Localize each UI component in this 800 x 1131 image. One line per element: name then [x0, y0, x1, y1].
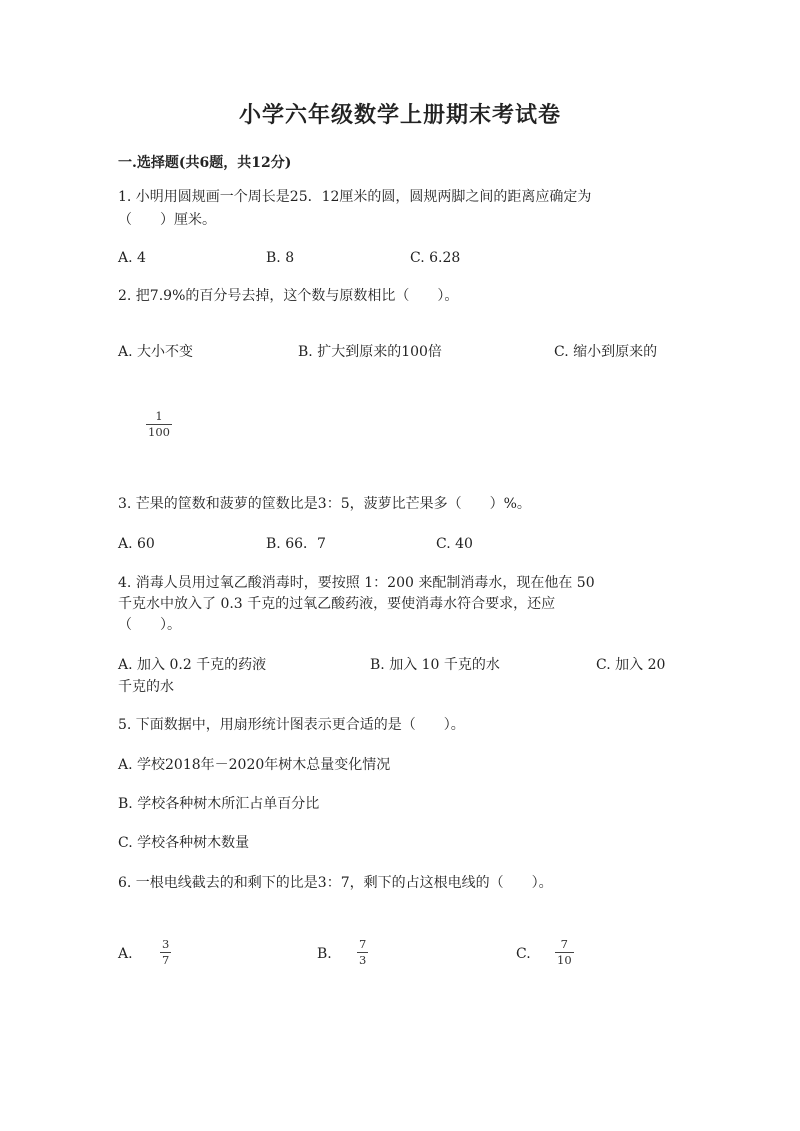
q6-option-a-denominator: 7: [162, 953, 170, 967]
q4-stem-line1: 4. 消毒人员用过氧乙酸消毒时，要按照 1：200 来配制消毒水，现在他在 50: [118, 575, 595, 591]
q3-stem: 3. 芒果的筐数和菠萝的筐数比是3：5，菠萝比芒果多（ ）%。: [118, 496, 531, 512]
q6-option-b-label: B.: [317, 946, 332, 962]
q6-option-c-numerator: 7: [560, 937, 568, 951]
q4-stem-line2: 千克水中放入了 0.3 千克的过氧乙酸药液，要使消毒水符合要求，还应: [118, 596, 556, 612]
q5-option-b: B. 学校各种树木所汇占单百分比: [118, 796, 320, 812]
q1-stem-line1: 1. 小明用圆规画一个周长是25．12厘米的圆，圆规两脚之间的距离应确定为: [118, 189, 592, 205]
q6-option-c-denominator: 10: [557, 953, 572, 967]
q6-option-b-numerator: 7: [359, 937, 367, 951]
q3-option-b: B. 66．7: [266, 536, 326, 552]
q6-option-a-fraction: [160, 938, 171, 967]
q2-option-c: C. 缩小到原来的: [554, 344, 658, 360]
q6-option-a-numerator: 3: [162, 937, 170, 951]
q5-option-c: C. 学校各种树木数量: [118, 835, 250, 851]
page-title: 小学六年级数学上册期末考试卷: [238, 102, 561, 128]
q2-fraction-denominator: 100: [148, 425, 170, 439]
q5-stem: 5. 下面数据中，用扇形统计图表示更合适的是（ ）。: [118, 717, 465, 733]
q4-option-c-continued: 千克的水: [118, 679, 174, 695]
q6-option-b-denominator: 3: [359, 953, 367, 967]
q4-stem-line3: （ ）。: [118, 617, 181, 633]
q4-option-c: C. 加入 20: [596, 657, 666, 673]
q1-option-c: C. 6.28: [410, 250, 461, 266]
q3-option-a: A. 60: [118, 536, 155, 552]
q2-fraction-numerator: 1: [155, 409, 163, 423]
q6-option-a-label: A.: [118, 946, 133, 962]
q5-option-a: A. 学校2018年－2020年树木总量变化情况: [118, 757, 391, 773]
q2-fraction: [146, 410, 172, 439]
section-heading: 一.选择题(共6题，共12分): [118, 155, 292, 171]
q1-option-b: B. 8: [266, 250, 295, 266]
q1-option-a: A. 4: [118, 250, 146, 266]
q2-stem: 2. 把7.9%的百分号去掉，这个数与原数相比（ ）。: [118, 288, 459, 304]
q6-stem: 6. 一根电线截去的和剩下的比是3：7，剩下的占这根电线的（ ）。: [118, 875, 553, 891]
q2-option-b: B. 扩大到原来的100倍: [298, 344, 442, 360]
q6-option-c-label: C.: [516, 946, 531, 962]
q2-option-a: A. 大小不变: [118, 344, 194, 360]
q4-option-b: B. 加入 10 千克的水: [370, 657, 500, 673]
q6-option-c-fraction: [555, 938, 574, 967]
q4-option-a: A. 加入 0.2 千克的药液: [118, 657, 267, 673]
q6-option-b-fraction: [357, 938, 368, 967]
q3-option-c: C. 40: [436, 536, 473, 552]
q1-stem-line2: （ ）厘米。: [118, 212, 216, 228]
